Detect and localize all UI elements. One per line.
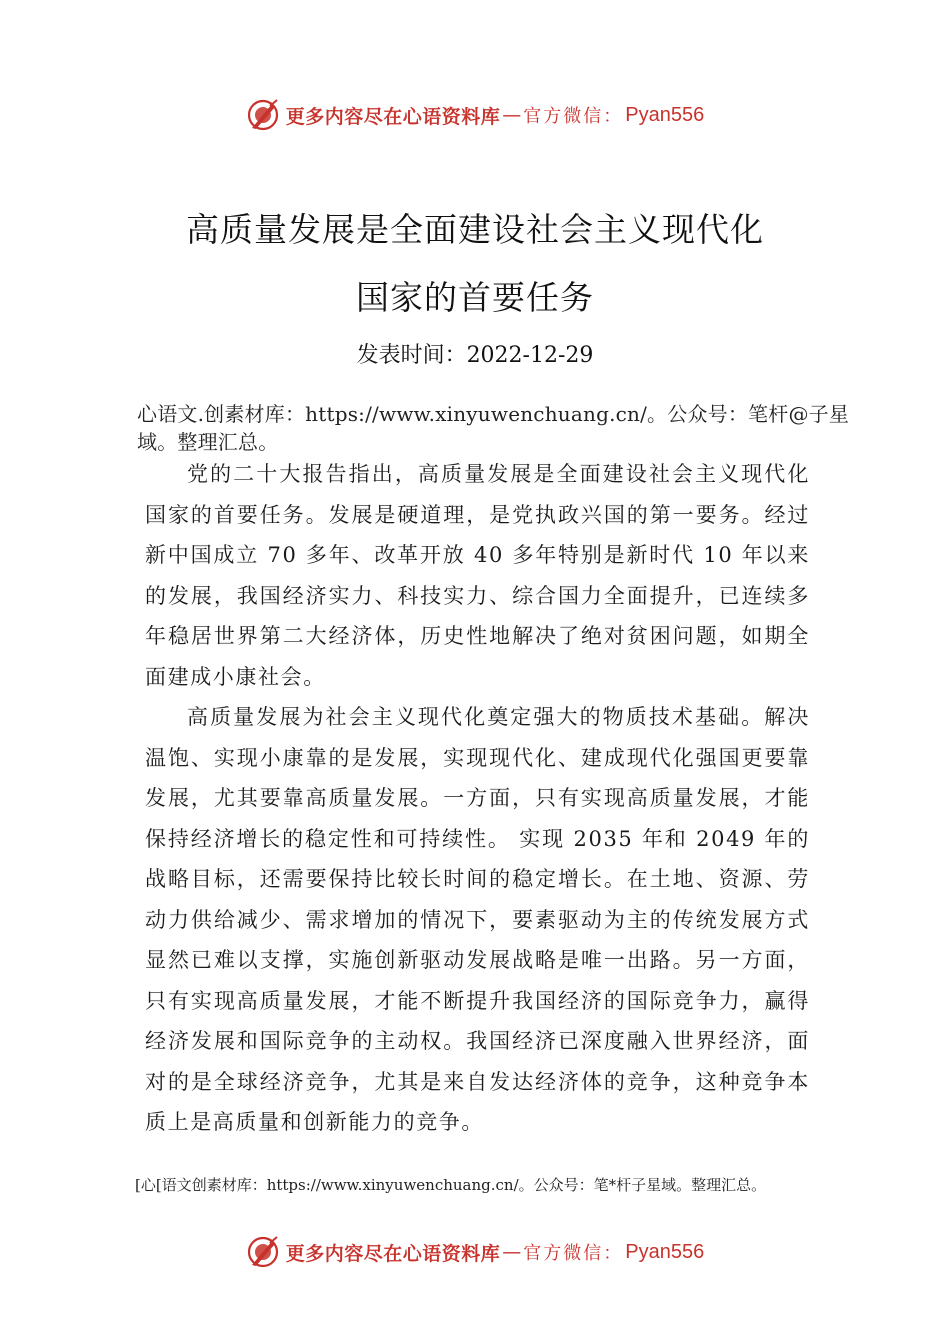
quill-logo-icon (246, 1235, 280, 1269)
source-note: 心语文.创素材库：https://www.xinyuwenchuang.cn/。公众号：笔杆@子星域。整理汇总。 (137, 402, 850, 454)
footer-banner (0, 1232, 950, 1272)
banner-wechat-id: Pyan556 (625, 103, 705, 126)
paragraph: 党的二十大报告指出，高质量发展是全面建设社会主义现代化国家的首要任务。发展是硬道理，是党执政兴国的第一要务。经过新中国成立 70 多年、改革开放 40 多年特别是新时代 10 年以来的发展，我国经济实力、科技实力、综合国力全面提升，已连续多年稳居世界第二大经济体，历史性地解决了绝对贫困问题，如期全面建成小康社会。 (145, 462, 810, 689)
quill-logo-icon (246, 98, 280, 132)
page-title-line1: 高质量发展是全面建设社会主义现代化 (186, 210, 764, 249)
page-title-line2: 国家的首要任务 (356, 278, 594, 317)
article-body (145, 454, 810, 1143)
banner-wechat-id: Pyan556 (625, 1240, 705, 1263)
banner-dash: — (502, 1241, 522, 1263)
banner-site-text: 更多内容尽在心语资料库 (285, 1242, 501, 1265)
paragraph: 高质量发展为社会主义现代化奠定强大的物质技术基础。解决温饱、实现小康靠的是发展，实现现代化、建成现代化强国更要靠发展，尤其要靠高质量发展。一方面，只有实现高质量发展，才能保持经济增长的稳定性和可持续性。 实现 2035 年和 2049 年的战略目标，还需要保持比较长时间的稳定增长。在土地、资源、劳动力供给减少、需求增加的情况下，要素驱动为主的传统发展方式显然已难以支撑，实施创新驱动发展战略是唯一出路。另一方面，只有实现高质量发展，才能不断提升我国经济的国际竞争力，赢得经济发展和国际竞争的主动权。我国经济已深度融入世界经济，面对的是全球经济竞争，尤其是来自发达经济体的竞争，这种竞争本质上是高质量和创新能力的竞争。 (145, 705, 810, 1134)
publish-date: 发表时间：2022-12-29 (356, 343, 594, 368)
header-banner (0, 95, 950, 135)
banner-wechat-label: 官方微信： (523, 106, 624, 127)
banner-site-text: 更多内容尽在心语资料库 (285, 105, 501, 128)
banner-wechat-label: 官方微信： (523, 1243, 624, 1264)
footer-note: [心[语文创素材库：https://www.xinyuwenchuang.cn/。公众号：笔*杆子星域。整理汇总。 (135, 1176, 767, 1194)
banner-dash: — (502, 104, 522, 126)
